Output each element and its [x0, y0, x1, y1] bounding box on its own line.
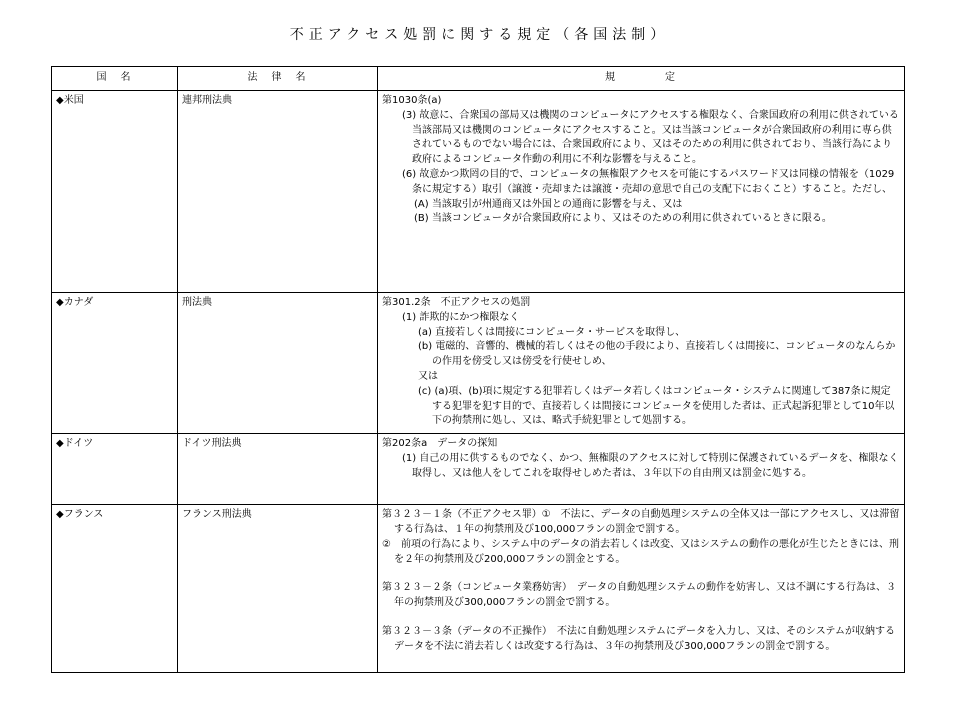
header-provision: 規 定: [378, 67, 905, 91]
law-cell: ドイツ刑法典: [178, 434, 378, 505]
provision-cell: [378, 505, 905, 673]
provision-cell: [378, 91, 905, 293]
table-row-france: [52, 505, 905, 673]
table-header-row: [52, 67, 905, 91]
provision-cell: [378, 293, 905, 434]
provision-line: 第301.2条 不正アクセスの処罰: [382, 297, 531, 308]
country-cell: ◆ドイツ: [52, 434, 178, 505]
table-row-germany: [52, 434, 905, 505]
provision-line: 第３２３－１条（不正アクセス罪）① 不法に、データの自動処理システムの全体又は一部にアクセスし、又は滞留する行為は、１年の拘禁刑及び100,000フランの罰金で罰する。: [382, 509, 900, 535]
provision-line: 又は: [418, 370, 438, 382]
law-cell: フランス刑法典: [178, 505, 378, 673]
provision-line: (3) 故意に、合衆国の部局又は機関のコンピュータにアクセスする権限なく、合衆国政府の利用に供されている当該部局又は機関のコンピュータにアクセスすること。又は当該コンピュータが合衆国政府の利用に専ら供されているものでない場合には、合衆国政府により、又はそのための利用に供されており、当該行為により政府によるコンピュータ作動の利用に不利な影響を与えること。: [402, 109, 899, 166]
provision-line: ② 前項の行為により、システム中のデータの消去若しくは改変、又はシステムの動作の悪化が生じたときには、刑を２年の拘禁刑及び200,000フランの罰金とする。: [382, 538, 899, 565]
country-cell: ◆カナダ: [52, 293, 178, 434]
provision-line: 第202条a データの探知: [382, 438, 498, 450]
table-row-usa: [52, 91, 905, 293]
provision-line: (c) (a)項、(b)項に規定する犯罪若しくはデータ若しくはコンピュータ・システムに関連して387条に規定する犯罪を犯す目的で、直接若しくは間接にコンピュータを使用した者は、正式起訴犯罪として10年以下の拘禁刑に処し、又は、略式手続犯罪として処罰する。: [418, 385, 895, 427]
provision-line: (1) 詐欺的にかつ権限なく: [402, 311, 520, 323]
provision-line: 第３２３－３条（データの不正操作） 不法に自動処理システムにデータを入力し、又は、そのシステムが収納するデータを不法に消去若しくは改変する行為は、３年の拘禁刑及び300,000フランの罰金で罰する。: [382, 625, 895, 652]
provision-line: (A) 当該取引が州通商又は外国との通商に影響を与え、又は: [414, 198, 683, 210]
provision-line: 第1030条(a): [382, 95, 442, 106]
provision-line: (a) 直接若しくは間接にコンピュータ・サービスを取得し、: [418, 326, 686, 338]
table-row-canada: [52, 293, 905, 434]
provision-line: (B) 当該コンピュータが合衆国政府により、又はそのための利用に供されているときに限る。: [414, 213, 832, 225]
header-country: 国 名: [52, 67, 178, 91]
provision-line: 第３２３－２条（コンピュータ業務妨害） データの自動処理システムの動作を妨害し、又は不調にする行為は、３年の拘禁刑及び300,000フランの罰金で罰する。: [382, 582, 896, 609]
law-table: [51, 66, 905, 673]
country-cell: ◆米国: [52, 91, 178, 293]
page-title: 不正アクセス処罰に関する規定（各国法制）: [289, 27, 670, 43]
country-cell: ◆フランス: [52, 505, 178, 673]
header-law: 法 律 名: [178, 67, 378, 91]
law-cell: 連邦刑法典: [178, 91, 378, 293]
provision-line: (6) 故意かつ欺罔の目的で、コンピュータの無権限アクセスを可能にするパスワード又は同様の情報を（1029条に規定する）取引（譲渡・売却または譲渡・売却の意思で自己の支配下におくこと）すること。ただし、: [402, 168, 895, 195]
provision-line: (1) 自己の用に供するものでなく、かつ、無権限のアクセスに対して特別に保護されているデータを、権限なく取得し、又は他人をしてこれを取得せしめた者は、３年以下の自由刑又は罰金に処する。: [402, 452, 899, 479]
provision-line: (b) 電磁的、音響的、機械的若しくはその他の手段により、直接若しくは間接に、コンピュータのなんらかの作用を傍受し又は傍受を行使せしめ、: [418, 341, 896, 368]
law-cell: 刑法典: [178, 293, 378, 434]
provision-cell: [378, 434, 905, 505]
